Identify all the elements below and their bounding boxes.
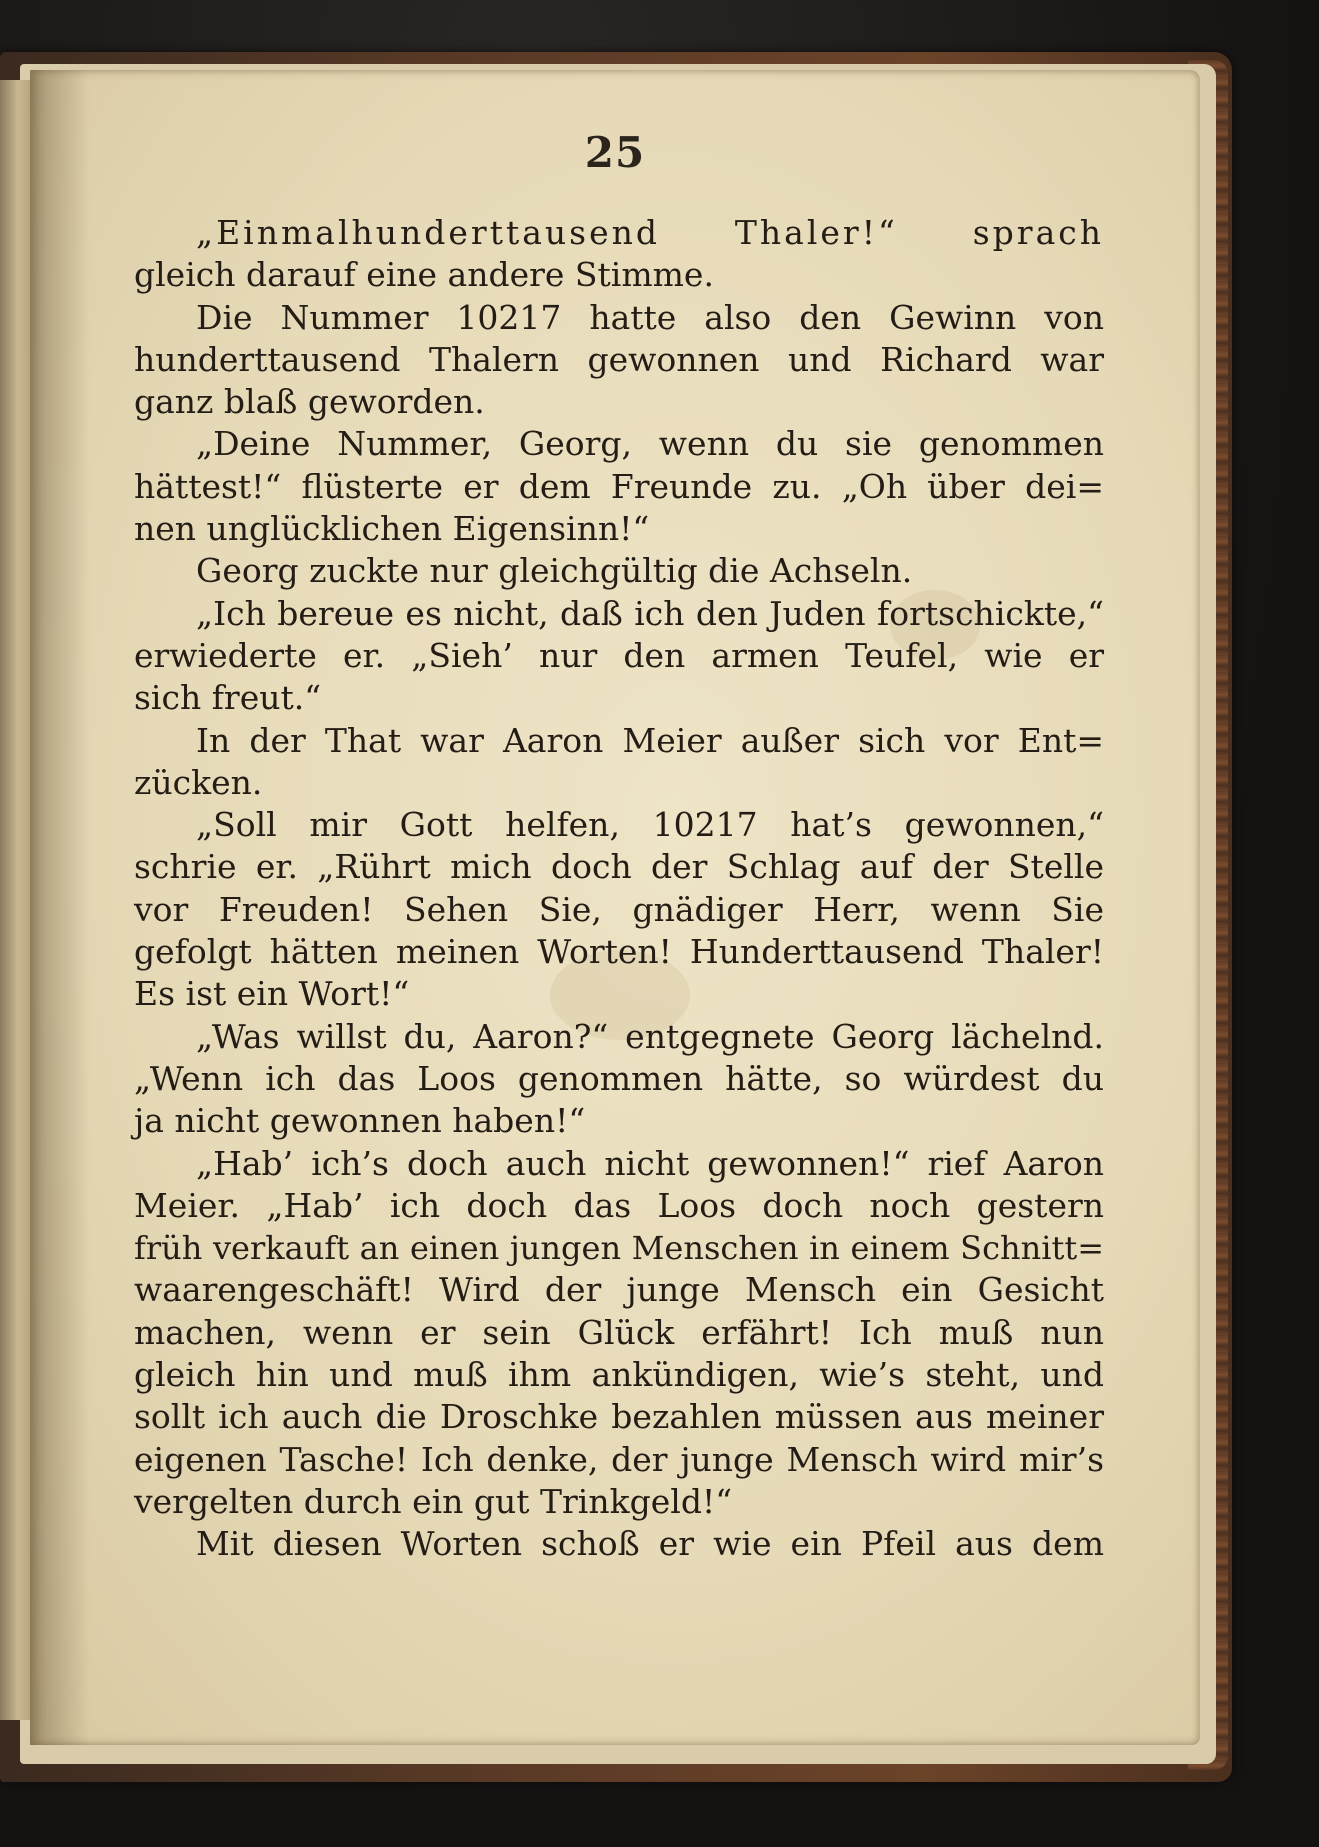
text-line: vor Freuden! Sehen Sie, gnädiger Herr, wenn Sie (134, 889, 1104, 929)
text-line: früh verkauft an einen jungen Menschen in einem Schnitt= (134, 1229, 1104, 1268)
text-line: hättest!“ flüsterte er dem Freunde zu. „Oh über dei= (134, 466, 1104, 506)
text-line: sollt ich auch die Droschke bezahlen müssen aus meiner (134, 1397, 1104, 1437)
text-line: „Ich bereue es nicht, daß ich den Juden fortschickte,“ (196, 593, 1104, 633)
text-line: „Deine Nummer, Georg, wenn du sie genommen (196, 424, 1104, 464)
text-line: hunderttausend Thalern gewonnen und Richard war (134, 339, 1104, 379)
text-line: gefolgt hätten meinen Worten! Hunderttausend Thaler! (134, 932, 1104, 972)
text-line: „Hab’ ich’s doch auch nicht gewonnen!“ rief Aaron (196, 1143, 1104, 1183)
page-number: 25 (584, 128, 646, 177)
text-line: waarengeschäft! Wird der junge Mensch ein Gesicht (134, 1270, 1104, 1310)
text-line: „Einmalhunderttausend Thaler!“ sprach (196, 213, 1104, 252)
text-line: Georg zuckte nur gleichgültig die Achseln. (196, 551, 913, 591)
text-line: eigenen Tasche! Ich denke, der junge Mensch wird mir’s (134, 1439, 1104, 1479)
body-text (134, 212, 1104, 1566)
text-line: gleich darauf eine andere Stimme. (134, 255, 714, 295)
text-line: vergelten durch ein gut Trinkgeld!“ (134, 1481, 733, 1521)
text-line: nen unglücklichen Eigensinn!“ (134, 509, 650, 549)
gutter-shadow (30, 70, 90, 1745)
text-line: „Wenn ich das Loos genommen hätte, so würdest du (134, 1058, 1104, 1098)
text-line: „Was willst du, Aaron?“ entgegnete Georg lächelnd. (196, 1016, 1104, 1056)
text-line: erwiederte er. „Sieh’ nur den armen Teufel, wie er (134, 635, 1104, 675)
text-line: sich freut.“ (134, 678, 322, 718)
text-line: zücken. (134, 762, 263, 802)
text-line: Meier. „Hab’ ich doch das Loos doch noch gestern (134, 1185, 1104, 1225)
text-line: ja nicht gewonnen haben!“ (134, 1101, 586, 1141)
text-line: Mit diesen Worten schoß er wie ein Pfeil aus dem (196, 1524, 1104, 1564)
text-line: machen, wenn er sein Glück erfährt! Ich muß nun (134, 1312, 1104, 1352)
text-line: Es ist ein Wort!“ (134, 974, 410, 1014)
text-line: „Soll mir Gott helfen, 10217 hat’s gewonnen,“ (196, 805, 1104, 845)
text-line: Die Nummer 10217 hatte also den Gewinn von (196, 297, 1104, 337)
text-line: schrie er. „Rührt mich doch der Schlag auf der Stelle (134, 847, 1104, 887)
text-line: In der That war Aaron Meier außer sich vor Ent= (196, 720, 1104, 760)
previous-page-edge (0, 80, 31, 1720)
text-line: ganz blaß geworden. (134, 382, 485, 422)
book-page (30, 70, 1200, 1745)
text-line: gleich hin und muß ihm ankündigen, wie’s steht, und (134, 1355, 1104, 1395)
